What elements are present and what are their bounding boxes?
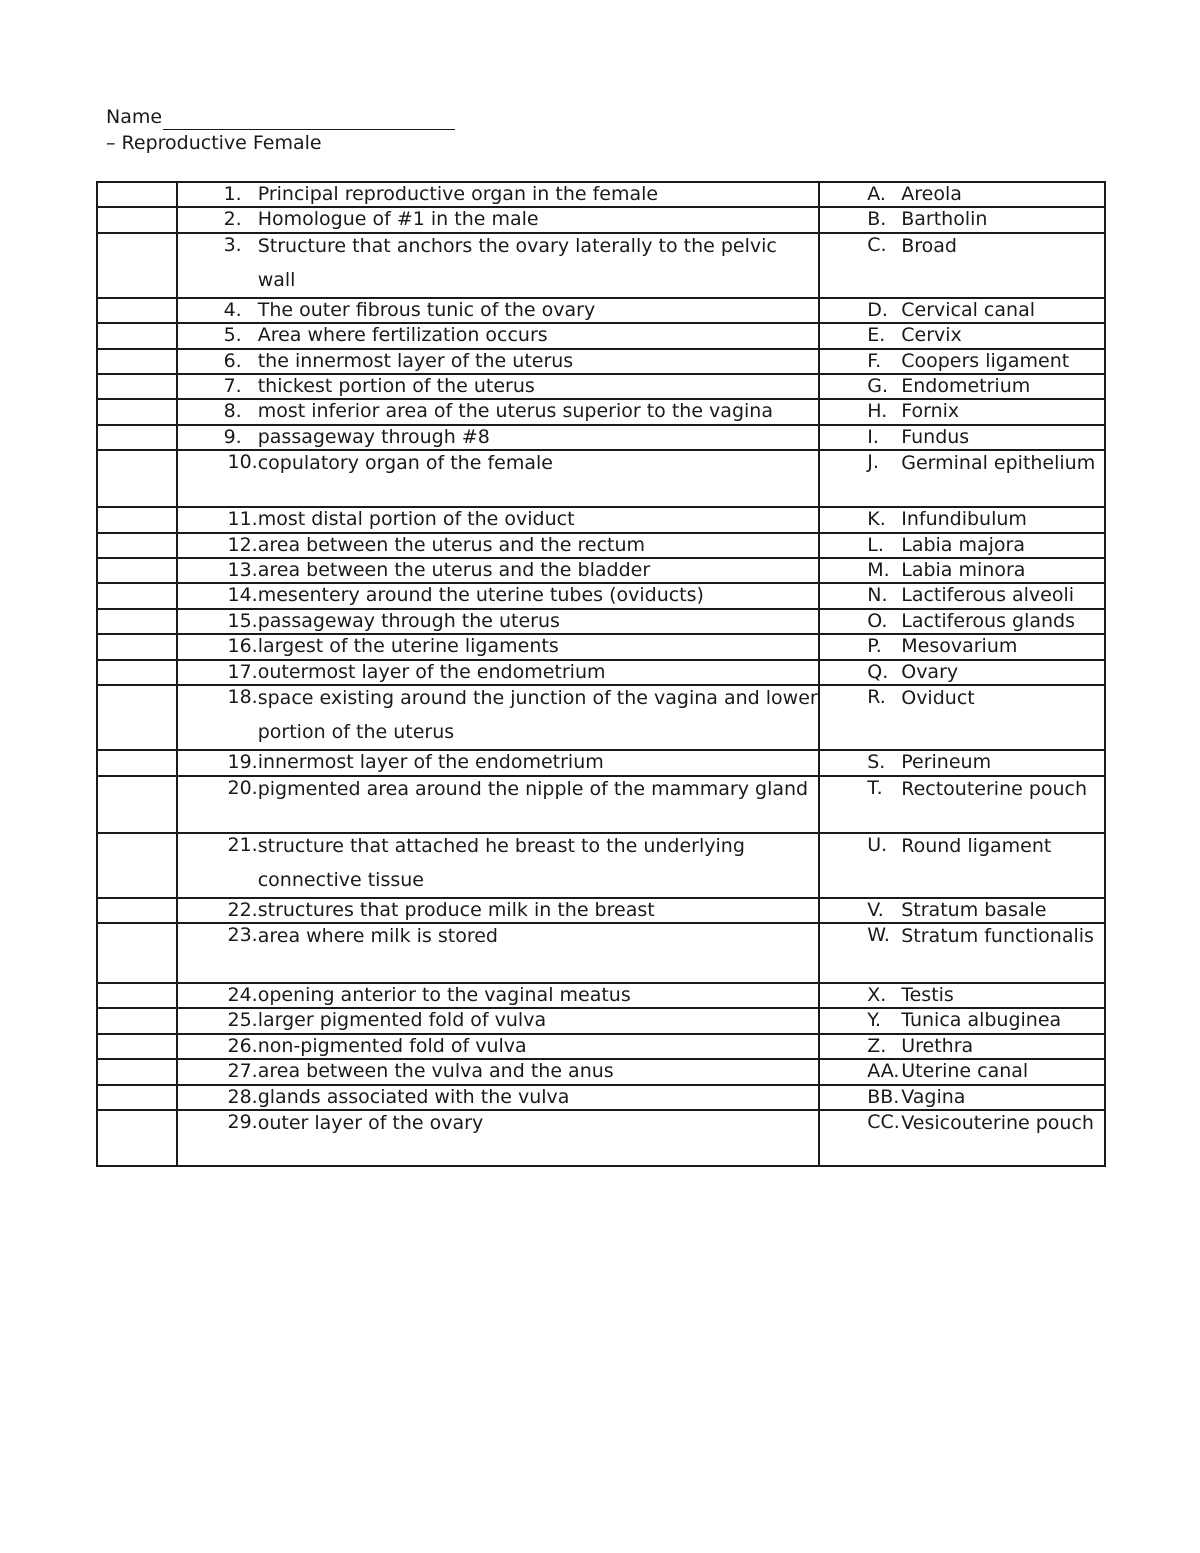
question-text: area where milk is stored — [257, 924, 498, 947]
option-letter: M. — [867, 559, 890, 582]
option-text: Oviduct — [901, 687, 975, 710]
option-letter: E. — [867, 324, 886, 347]
option-letter: X. — [867, 983, 887, 1006]
question-text: the innermost layer of the uterus — [257, 349, 574, 372]
question-cell — [177, 983, 820, 1008]
table-row — [97, 1034, 1105, 1059]
answer-option-cell — [819, 983, 1105, 1008]
question-number: 1. — [223, 183, 242, 205]
table-row — [97, 323, 1105, 348]
table-row — [97, 349, 1105, 374]
option-letter: V. — [867, 898, 884, 921]
question-number: 4. — [223, 298, 242, 321]
question-text: largest of the uterine ligaments — [257, 635, 559, 658]
question-number: 2. — [223, 208, 242, 231]
answer-blank-cell[interactable] — [97, 750, 177, 775]
question-text: outermost layer of the endometrium — [257, 660, 606, 683]
question-text: most distal portion of the oviduct — [257, 508, 575, 531]
option-letter: P. — [867, 635, 882, 658]
option-letter: K. — [867, 508, 886, 531]
option-letter: L. — [867, 533, 884, 556]
answer-blank-cell[interactable] — [97, 1059, 177, 1084]
question-cell — [177, 533, 820, 558]
answer-option-cell — [819, 1034, 1105, 1059]
table-row — [97, 558, 1105, 583]
question-text: passageway through #8 — [257, 425, 490, 448]
answer-blank-cell[interactable] — [97, 233, 177, 298]
table-row — [97, 923, 1105, 983]
answer-blank-cell[interactable] — [97, 923, 177, 983]
question-text: pigmented area around the nipple of the mammary gland — [257, 777, 809, 800]
option-letter: F. — [867, 349, 882, 372]
question-text: Homologue of #1 in the male — [257, 208, 539, 231]
option-letter: O. — [867, 609, 888, 632]
answer-option-cell — [819, 1059, 1105, 1084]
option-letter: D. — [867, 298, 888, 321]
answer-option-cell — [819, 298, 1105, 323]
question-number: 13. — [227, 559, 258, 582]
option-text: Round ligament — [901, 834, 1052, 857]
answer-option-cell — [819, 450, 1105, 507]
question-number: 14. — [227, 584, 258, 607]
option-letter: Y. — [867, 1009, 882, 1032]
option-letter: AA. — [867, 1060, 900, 1083]
answer-option-cell — [819, 182, 1105, 207]
option-letter: U. — [867, 833, 888, 856]
answer-option-cell — [819, 558, 1105, 583]
question-text: copulatory organ of the female — [257, 452, 553, 475]
answer-option-cell — [819, 923, 1105, 983]
answer-option-cell — [819, 685, 1105, 750]
option-letter: B. — [867, 208, 887, 231]
answer-blank-cell[interactable] — [97, 374, 177, 399]
option-letter: G. — [867, 375, 888, 398]
question-number: 21. — [227, 833, 258, 856]
option-text: Uterine canal — [901, 1060, 1029, 1083]
answer-option-cell — [819, 507, 1105, 532]
question-number: 26. — [227, 1034, 258, 1057]
question-number: 11. — [227, 508, 258, 531]
question-cell — [177, 374, 820, 399]
question-cell — [177, 1034, 820, 1059]
option-text: Stratum functionalis — [901, 924, 1094, 947]
question-number: 7. — [223, 375, 242, 398]
option-text: Vagina — [901, 1085, 966, 1108]
question-cell — [177, 233, 820, 298]
question-text: thickest portion of the uterus — [257, 375, 535, 398]
name-label: Name — [106, 106, 163, 128]
question-number: 27. — [227, 1060, 258, 1083]
option-letter: S. — [867, 751, 886, 774]
question-text: space existing around the junction of the vagina and lower portion of the uterus — [257, 687, 818, 744]
question-text: opening anterior to the vaginal meatus — [257, 983, 631, 1006]
question-cell — [177, 349, 820, 374]
answer-blank-cell[interactable] — [97, 207, 177, 232]
question-text: larger pigmented fold of vulva — [257, 1009, 547, 1032]
question-cell — [177, 609, 820, 634]
option-text: Lactiferous glands — [901, 609, 1075, 632]
option-letter: H. — [867, 400, 888, 423]
option-letter: W. — [867, 923, 890, 946]
answer-blank-cell[interactable] — [97, 660, 177, 685]
option-text: Endometrium — [901, 375, 1031, 398]
table-row — [97, 776, 1105, 833]
option-text: Labia minora — [901, 559, 1026, 582]
question-cell — [177, 323, 820, 348]
option-text: Ovary — [901, 660, 959, 683]
option-text: Bartholin — [901, 208, 988, 231]
question-text: structure that attached he breast to the underlying connective tissue — [257, 834, 745, 891]
question-cell — [177, 685, 820, 750]
question-text: Area where fertilization occurs — [257, 324, 548, 347]
question-text: The outer fibrous tunic of the ovary — [257, 298, 596, 321]
answer-blank-cell[interactable] — [97, 399, 177, 424]
option-letter: N. — [867, 584, 888, 607]
answer-blank-cell[interactable] — [97, 983, 177, 1008]
option-letter: A. — [867, 183, 886, 205]
table-row — [97, 1059, 1105, 1084]
question-text: most inferior area of the uterus superior to the vagina — [257, 400, 773, 423]
table-row — [97, 833, 1105, 898]
answer-blank-cell[interactable] — [97, 323, 177, 348]
option-text: Vesicouterine pouch — [901, 1111, 1094, 1134]
answer-blank-cell[interactable] — [97, 1008, 177, 1033]
question-cell — [177, 558, 820, 583]
answer-option-cell — [819, 776, 1105, 833]
worksheet-header — [106, 104, 455, 156]
option-text: Mesovarium — [901, 635, 1018, 658]
table-row — [97, 533, 1105, 558]
table-row — [97, 583, 1105, 608]
table-row — [97, 298, 1105, 323]
option-letter: Q. — [867, 660, 889, 683]
question-number: 29. — [227, 1110, 258, 1133]
option-text: Infundibulum — [901, 508, 1027, 531]
option-text: Rectouterine pouch — [901, 777, 1088, 800]
option-text: Germinal epithelium — [901, 452, 1096, 475]
answer-blank-cell[interactable] — [97, 609, 177, 634]
question-number: 6. — [223, 349, 242, 372]
question-number: 25. — [227, 1009, 258, 1032]
question-cell — [177, 1110, 820, 1166]
answer-option-cell — [819, 374, 1105, 399]
answer-option-cell — [819, 1110, 1105, 1166]
question-cell — [177, 583, 820, 608]
question-number: 3. — [223, 233, 242, 256]
question-cell — [177, 776, 820, 833]
table-row — [97, 399, 1105, 424]
question-number: 9. — [223, 425, 242, 448]
answer-blank-cell[interactable] — [97, 507, 177, 532]
answer-blank-cell[interactable] — [97, 533, 177, 558]
option-letter: R. — [867, 686, 886, 709]
question-text: passageway through the uterus — [257, 609, 560, 632]
table-row — [97, 1008, 1105, 1033]
question-number: 8. — [223, 400, 242, 423]
answer-option-cell — [819, 833, 1105, 898]
answer-option-cell — [819, 634, 1105, 659]
table-row — [97, 685, 1105, 750]
option-text: Stratum basale — [901, 898, 1047, 921]
option-letter: I. — [867, 425, 879, 448]
question-cell — [177, 298, 820, 323]
table-row — [97, 182, 1105, 207]
table-row — [97, 450, 1105, 507]
question-text: mesentery around the uterine tubes (oviducts) — [257, 584, 704, 607]
answer-blank-cell[interactable] — [97, 1034, 177, 1059]
question-cell — [177, 1059, 820, 1084]
option-text: Labia majora — [901, 533, 1025, 556]
table-row — [97, 609, 1105, 634]
answer-blank-cell[interactable] — [97, 898, 177, 923]
table-row — [97, 374, 1105, 399]
name-blank-line[interactable] — [163, 107, 455, 130]
table-row — [97, 233, 1105, 298]
question-cell — [177, 507, 820, 532]
option-text: Cervix — [901, 324, 962, 347]
question-number: 17. — [227, 660, 258, 683]
question-cell — [177, 399, 820, 424]
answer-blank-cell[interactable] — [97, 182, 177, 207]
matching-table — [96, 181, 1106, 1167]
option-letter: CC. — [867, 1110, 900, 1133]
answer-option-cell — [819, 349, 1105, 374]
table-row — [97, 507, 1105, 532]
question-cell — [177, 1008, 820, 1033]
answer-option-cell — [819, 583, 1105, 608]
question-number: 23. — [227, 923, 258, 946]
question-text: area between the vulva and the anus — [257, 1060, 614, 1083]
answer-blank-cell[interactable] — [97, 349, 177, 374]
question-cell — [177, 450, 820, 507]
worksheet-subtitle: – Reproductive Female — [106, 132, 322, 154]
name-line — [106, 104, 455, 130]
option-text: Tunica albuginea — [901, 1009, 1062, 1032]
option-text: Urethra — [901, 1034, 974, 1057]
table-row — [97, 634, 1105, 659]
question-number: 5. — [223, 324, 242, 347]
question-text: non-pigmented fold of vulva — [257, 1034, 527, 1057]
question-number: 10. — [227, 451, 258, 474]
answer-option-cell — [819, 233, 1105, 298]
question-number: 18. — [227, 686, 258, 709]
option-text: Testis — [901, 983, 954, 1006]
option-letter: T. — [867, 776, 883, 799]
option-text: Fundus — [901, 425, 970, 448]
table-row — [97, 983, 1105, 1008]
answer-blank-cell[interactable] — [97, 776, 177, 833]
question-text: area between the uterus and the bladder — [257, 559, 651, 582]
option-letter: Z. — [867, 1034, 887, 1057]
option-letter: J. — [867, 451, 879, 474]
answer-blank-cell[interactable] — [97, 558, 177, 583]
question-cell — [177, 833, 820, 898]
question-number: 22. — [227, 898, 258, 921]
answer-option-cell — [819, 399, 1105, 424]
answer-blank-cell[interactable] — [97, 685, 177, 750]
option-text: Perineum — [901, 751, 992, 774]
question-text: innermost layer of the endometrium — [257, 751, 604, 774]
question-text: structures that produce milk in the breast — [257, 898, 655, 921]
answer-blank-cell[interactable] — [97, 833, 177, 898]
option-text: Fornix — [901, 400, 960, 423]
answer-blank-cell[interactable] — [97, 450, 177, 507]
question-number: 16. — [227, 635, 258, 658]
answer-blank-cell[interactable] — [97, 425, 177, 450]
question-text: glands associated with the vulva — [257, 1085, 570, 1108]
answer-blank-cell[interactable] — [97, 1085, 177, 1110]
option-text: Areola — [901, 183, 962, 205]
question-text: outer layer of the ovary — [257, 1111, 484, 1134]
question-cell — [177, 182, 820, 207]
question-number: 19. — [227, 751, 258, 774]
answer-option-cell — [819, 323, 1105, 348]
option-text: Cervical canal — [901, 298, 1035, 321]
question-number: 12. — [227, 533, 258, 556]
question-text: Structure that anchors the ovary laterally to the pelvic wall — [257, 234, 777, 291]
answer-blank-cell[interactable] — [97, 634, 177, 659]
question-text: Principal reproductive organ in the female — [257, 183, 659, 205]
answer-option-cell — [819, 1008, 1105, 1033]
answer-blank-cell[interactable] — [97, 298, 177, 323]
answer-blank-cell[interactable] — [97, 583, 177, 608]
table-row — [97, 1110, 1105, 1166]
answer-option-cell — [819, 533, 1105, 558]
option-text: Lactiferous alveoli — [901, 584, 1075, 607]
option-text: Coopers ligament — [901, 349, 1070, 372]
question-number: 28. — [227, 1085, 258, 1108]
question-number: 20. — [227, 776, 258, 799]
question-number: 24. — [227, 983, 258, 1006]
option-letter: BB. — [867, 1085, 900, 1108]
answer-option-cell — [819, 609, 1105, 634]
option-letter: C. — [867, 233, 887, 256]
question-number: 15. — [227, 609, 258, 632]
answer-blank-cell[interactable] — [97, 1110, 177, 1166]
question-cell — [177, 923, 820, 983]
question-cell — [177, 634, 820, 659]
question-text: area between the uterus and the rectum — [257, 533, 646, 556]
option-text: Broad — [901, 234, 957, 257]
